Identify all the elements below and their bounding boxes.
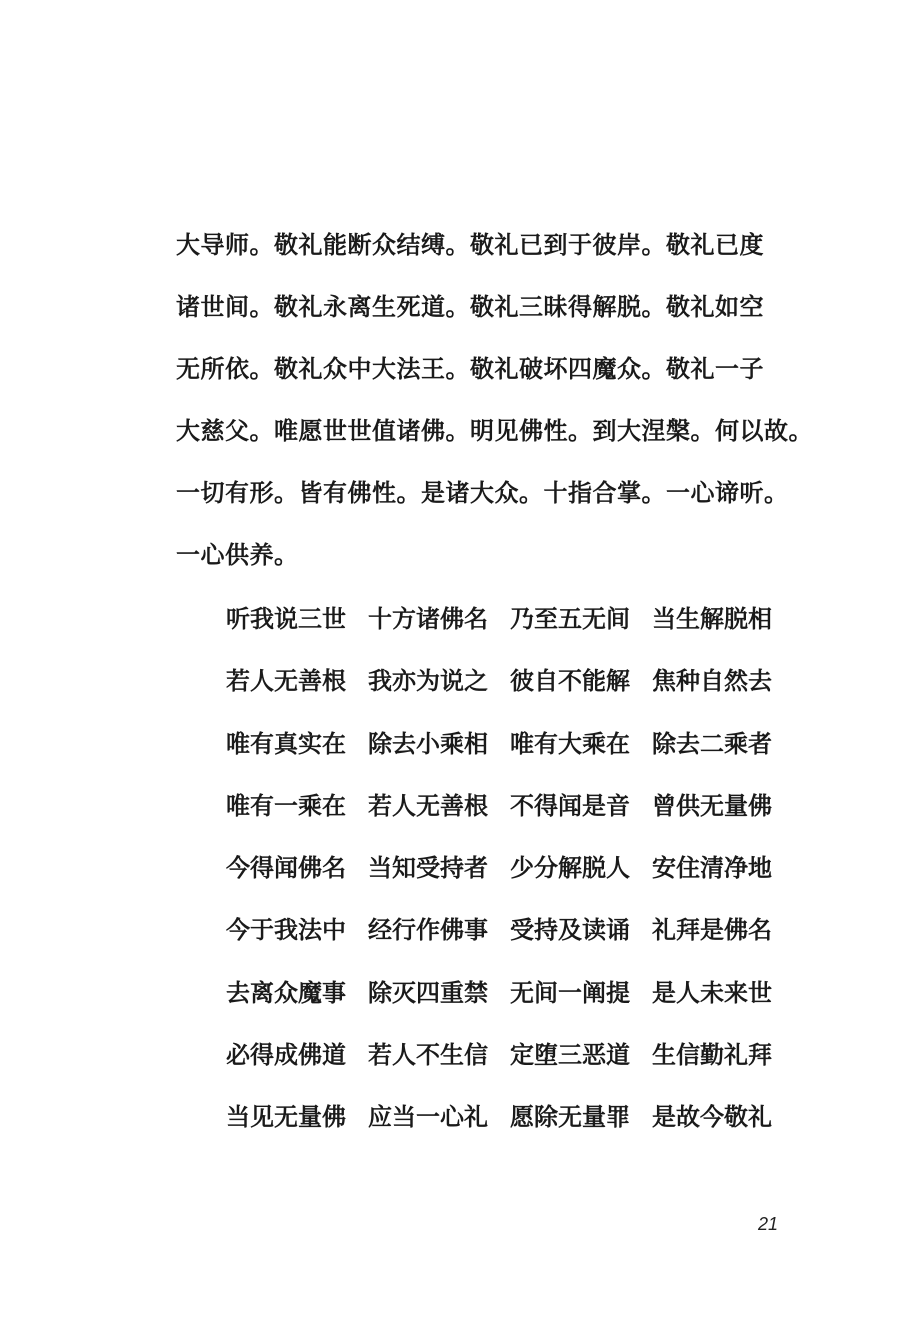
verse-row <box>226 845 786 907</box>
verse-phrase: 当见无量佛 <box>226 1102 346 1132</box>
verse-phrase: 我亦为说之 <box>368 666 488 696</box>
verse-phrase: 礼拜是佛名 <box>652 915 772 945</box>
verse-phrase: 不得闻是音 <box>510 790 630 820</box>
verse-phrase: 去离众魔事 <box>226 977 346 1007</box>
verse-phrase: 除去二乘者 <box>652 728 772 758</box>
verse-row <box>226 783 786 845</box>
verse-phrase: 必得成佛道 <box>226 1040 346 1070</box>
verse-phrase: 彼自不能解 <box>510 666 630 696</box>
verse-phrase: 当知受持者 <box>368 853 488 883</box>
verse-phrase: 唯有真实在 <box>226 728 346 758</box>
verse-row <box>226 907 786 969</box>
verse-phrase: 是人未来世 <box>652 977 772 1007</box>
verse-phrase: 十方诸佛名 <box>368 604 488 633</box>
verse-phrase: 今得闻佛名 <box>226 853 346 883</box>
verse-phrase: 少分解脱人 <box>510 853 630 883</box>
verse-row <box>226 596 786 658</box>
verse-row <box>226 970 786 1032</box>
verse-phrase: 除去小乘相 <box>368 728 488 758</box>
verse-block <box>226 596 786 1157</box>
prose-line: 大慈父。唯愿世世值诸佛。明见佛性。到大涅槃。何以故。 <box>176 416 813 445</box>
verse-row <box>226 658 786 720</box>
verse-phrase: 曾供无量佛 <box>652 790 772 820</box>
verse-phrase: 经行作佛事 <box>368 915 488 945</box>
prose-line: 大导师。敬礼能断众结缚。敬礼已到于彼岸。敬礼已度 <box>176 230 764 259</box>
verse-row <box>226 1032 786 1094</box>
page-number: 21 <box>757 1214 778 1234</box>
verse-phrase: 若人无善根 <box>368 790 488 820</box>
verse-phrase: 今于我法中 <box>226 915 346 945</box>
verse-row <box>226 721 786 783</box>
verse-phrase: 受持及读诵 <box>510 915 630 945</box>
prose-paragraph <box>176 222 813 594</box>
verse-phrase: 愿除无量罪 <box>510 1102 630 1132</box>
prose-line: 诸世间。敬礼永离生死道。敬礼三昧得解脱。敬礼如空 <box>176 292 764 321</box>
prose-line: 一切有形。皆有佛性。是诸大众。十指合掌。一心谛听。 <box>176 478 789 507</box>
verse-row <box>226 1094 786 1156</box>
verse-phrase: 乃至五无间 <box>510 604 630 633</box>
verse-phrase: 生信勤礼拜 <box>652 1040 772 1070</box>
verse-phrase: 听我说三世 <box>226 604 346 633</box>
verse-phrase: 是故今敬礼 <box>652 1102 772 1132</box>
verse-phrase: 除灭四重禁 <box>368 977 488 1007</box>
verse-phrase: 无间一阐提 <box>510 977 630 1007</box>
verse-phrase: 唯有一乘在 <box>226 790 346 820</box>
verse-phrase: 若人不生信 <box>368 1040 488 1070</box>
verse-phrase: 应当一心礼 <box>368 1102 488 1132</box>
verse-phrase: 当生解脱相 <box>652 604 772 633</box>
verse-phrase: 定堕三恶道 <box>510 1040 630 1070</box>
verse-phrase: 若人无善根 <box>226 666 346 696</box>
verse-phrase: 唯有大乘在 <box>510 728 630 758</box>
prose-line: 一心供养。 <box>176 540 299 569</box>
verse-phrase: 安住清净地 <box>652 853 772 883</box>
verse-phrase: 焦种自然去 <box>652 666 772 696</box>
prose-line: 无所依。敬礼众中大法王。敬礼破坏四魔众。敬礼一子 <box>176 354 764 383</box>
